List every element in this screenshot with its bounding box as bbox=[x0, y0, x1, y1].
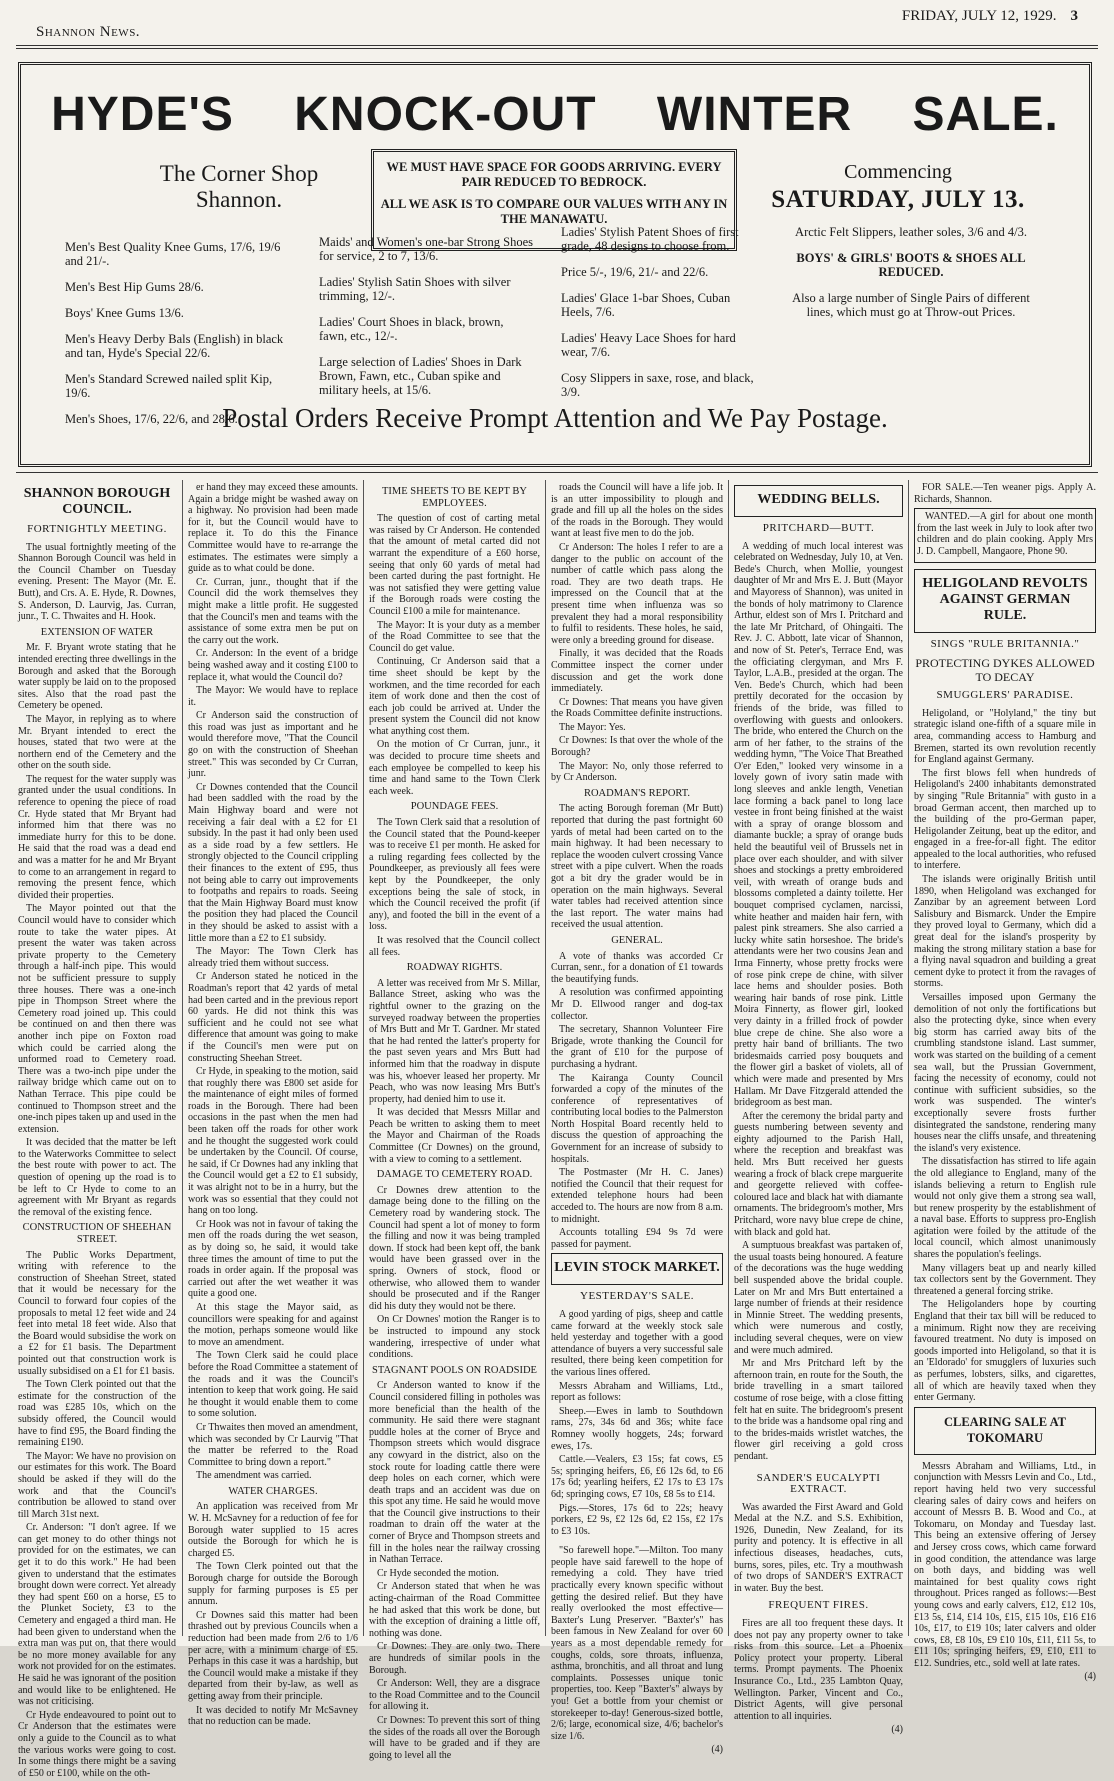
paragraph: The Mayor: Yes. bbox=[559, 721, 626, 733]
advertisement: Was awarded the First Award and Gold Medal at the N.Z. and S.S. Exhibition, 1926, Dunedin, New Zealand, for its purity and potency. It is effective in all infectious diseases, headaches, cuts, burns, sores, piles, etc. Try a mouthwash of two drops of SANDER'S EXTRACT in water. Buy the best. bbox=[734, 1501, 903, 1594]
paragraph: A resolution was confirmed appointing Mr D. Ellwood ranger and dog-tax collector. bbox=[551, 987, 723, 1022]
paragraph: On Cr Downes' motion the Ranger is to be instructed to impound any stock wandering, irrespective of under what conditions. bbox=[369, 1314, 540, 1361]
notice-line-1: WE MUST HAVE SPACE FOR GOODS ARRIVING. EVERY PAIR REDUCED TO BEDROCK. bbox=[386, 160, 722, 189]
paragraph: Cr Anderson stated he noticed in the Roadman's report that 42 yards of metal had been carted and in the previous report 60 yards. He did not think this was sufficient and he could not see what difference that amount was going to make if the Council's men were put on constructing Sheehan Street. bbox=[188, 971, 358, 1064]
ad-item: Men's Best Hip Gums 28/6. bbox=[65, 280, 204, 294]
paragraph: The usual fortnightly meeting of the Shannon Borough Council was held in the Council Chamber on Tuesday evening. Present: The Mayor (Mr. E. Butt), and Crs. A. E. Hyde, R. Downes, S. Anderson, D. Laurvig, Jas. Curran, junr., T. C. Thwaites and H. Hook. bbox=[18, 541, 176, 623]
start-date: SATURDAY, JULY 13. bbox=[771, 186, 1025, 213]
paragraph: The islands were originally British until 1890, when Heligoland was exchanged for Zanzibar by an agreement between Lord Salisbury and Bismarck. Under the Empire they proved loyal to Germany, which did a great deal for the island's prosperity by making the strong military station a base for a flying naval squadron and building a great cement dyke to protect it from the ravages of storms. bbox=[914, 874, 1096, 990]
section-heading: STAGNANT POOLS ON ROADSIDE bbox=[372, 1364, 537, 1376]
ad-item: Ladies' Court Shoes in black, brown, fawn, etc., 12/-. bbox=[319, 315, 504, 343]
paragraph: The Mayor: No, only those referred to by Cr Anderson. bbox=[551, 760, 723, 784]
article-heligoland bbox=[914, 482, 1096, 1683]
header-rule bbox=[16, 45, 1098, 46]
paragraph: The Postmaster (Mr H. C. Janes) notified the Council that their request for extended telephone hours had been acceded to. The hours are now from 8 a.m. to midnight. bbox=[551, 1167, 723, 1225]
paragraph: Accounts totalling £94 9s 7d were passed for payment. bbox=[551, 1227, 723, 1250]
classified-wanted bbox=[914, 508, 1096, 562]
section-rule bbox=[16, 472, 1098, 473]
paragraph: The Town Clerk said that a resolution of the Council stated that the Pound-keeper was to receive £1 per month. He asked for a ruling regarding fees collected by the Poundkeeper, as previously all fees were kept by the Poundkeeper, the only exceptions being the sale of stock, in which the Council received the profit (if any), and footed the bill in the event of a loss. bbox=[369, 817, 540, 933]
wedding-headline-box bbox=[734, 485, 903, 517]
paragraph: er hand they may exceed these amounts. Again a bridge might be washed away on a highway. No provision had been made for it, but the Council would have to replace it. To do this the Finance Committee would have to re-arrange the estimates. The estimates were simply a guide as to what could be done. bbox=[188, 482, 358, 575]
headline: SHANNON BOROUGH COUNCIL. bbox=[23, 486, 171, 517]
paragraph: The Mayor pointed out that the Council would have to consider which route to take the water pipes. At present the water was taken across private property to the Cemetery through a half-inch pipe. This would not be sufficient pressure to supply three houses. There was a one-inch pipe in Thompson Street where the Cemetery road joined up. This could be continued on and then there was another inch pipe on Foxton road which could be carried along the unformed road to Cemetery road. There was a two-inch pipe under the railway bridge which came out on to Nathan Terrace. This pipe could be continued to Thompson street and the one-inch pipes taken up and used in the extension. bbox=[18, 903, 177, 1135]
paragraph: The request for the water supply was granted under the usual conditions. In reference to opening the piece of road Cr. Hyde stated that Mr Bryant had informed him that there was no immediate hurry for this to be done. He said that the road was a dead end and was a matter for he and Mr Bryant to come to an arrangement in regard to removing the present fence, which divided their properties. bbox=[18, 773, 176, 901]
paragraph: Versailles imposed upon Germany the demolition of not only the fortifications but also the protecting dyke, since when every big storm has carried away bits of the crumbling standstone island. Last summer, work was started on the building of a cement sea wall, but the Prussian Government, facing the necessity of economy, could not continue with sufficient subsidies, so the work was suspended. The winter's exceptionally severe frosts further disintegrated the sandstone, rendering many houses near the cliffs unsafe, and threatening the island's very existence. bbox=[914, 992, 1096, 1154]
paragraph: The question of cost of carting metal was raised by Cr Anderson. He contended that the amount of metal carted did not warrant the expenditure of a £60 horse, seeing that only 60 yards of metal had been carted during the past fortnight. He was not satisfied they were getting value if the Borough roads were costing the Council £100 a mile for maintenance. bbox=[369, 513, 540, 617]
article-continued bbox=[188, 482, 358, 1730]
paragraph: The Mayor: We have no provision on our estimates for this work. The Board should be asked if they will do the work and that the Council's contribution be allowed to stand over till March 31st next. bbox=[18, 1450, 176, 1520]
paragraph: The Mayor: We would have to replace it. bbox=[188, 685, 358, 708]
paragraph: Cr Downes contended that the Council had been saddled with the road by the Main Highway board and were not receiving a fair deal with a £2 for £1 subsidy. In the past it had only been used as a side road by a few settlers. He strongly objected to the Council crippling their finances to the extent of £95, thus not being able to carry out improvements to footpaths and repairs to roads. Seeing that the Main Highway Board must know the position they had placed the Council in they should be asked to assist with a little more than a £2 to £1 subsidy. bbox=[188, 781, 358, 944]
column-divider bbox=[908, 480, 909, 1636]
paragraph: Cr Anderson: The holes I refer to are a danger to the public on account of the number of cattle which pass along the road. They are two death traps. He impressed on the Council that at the present time when influenza was so prevalent they had a moral responsibility to fulfil to residents. These holes, he said, were only a breeding ground for disease. bbox=[551, 541, 723, 646]
classified-for-sale: FOR SALE.—Ten weaner pigs. Apply A. Richards, Shannon. bbox=[914, 482, 1096, 505]
paragraph: On the motion of Cr Curran, junr., it was decided to procure time sheets and each employee be compelled to keep his time and hand same to the Town Clerk each week. bbox=[369, 739, 540, 797]
subheading: FORTNIGHTLY MEETING. bbox=[27, 523, 167, 535]
column-divider bbox=[728, 480, 729, 1636]
paragraph: Cr Downes: Is that over the whole of the Borough? bbox=[551, 735, 723, 759]
ad-item: Ladies' Glace 1-bar Shoes, Cuban Heels, 7/6. bbox=[561, 291, 731, 319]
ad-column-ladies bbox=[561, 225, 761, 411]
paragraph: roads the Council will have a life job. It is an utter impossibility to plough and grade and fill up all the holes on the sides of the roads in the Borough. They would want at least five men to do the job. bbox=[551, 482, 723, 540]
classified-wanted-text: WANTED.—A girl for about one month from the last week in July to look after two children and do plain cooking. Apply Mrs J. D. Campbell, Mangaore, Phone 90. bbox=[917, 511, 1093, 557]
ad-heading: SANDER'S EUCALYPTI EXTRACT. bbox=[756, 1471, 881, 1496]
stock-market-box bbox=[551, 1253, 723, 1285]
paragraph: Cr Downes: To prevent this sort of thing the sides of the roads all over the Borough will have to be graded and if they are going to level all the bbox=[369, 1714, 540, 1761]
shop-name bbox=[139, 161, 339, 213]
shop-town-line: Shannon. bbox=[195, 187, 283, 212]
paragraph: Cr. Anderson: In the event of a bridge being washed away and it costing £100 to replace it, what would the Council do? bbox=[188, 648, 358, 683]
issue-date bbox=[902, 8, 1078, 25]
advertisement: Fires are all too frequent these days. It does not pay any property owner to take risks from this source. Let a Phoenix Policy protect your property. Liberal terms. Prompt payments. The Phoenix Insurance Co., Ltd., 235 Lambton Quay, Wellington. Parker, Vincent and Co., District Agents, will give personal attention to all inquiries. bbox=[734, 1618, 903, 1722]
article-borough-council bbox=[18, 482, 176, 1781]
ad-item: Also a large number of Single Pairs of different lines, which must go at Throw-out Prices. bbox=[792, 291, 1030, 319]
article-wedding bbox=[734, 482, 903, 1736]
headline: LEVIN STOCK MARKET. bbox=[554, 1260, 720, 1276]
ad-item: Ladies' Stylish Patent Shoes of first grade, 48 designs to choose from. bbox=[561, 225, 739, 253]
headline: CLEARING SALE AT TOKOMARU bbox=[943, 1414, 1067, 1445]
paragraph: Continuing, Cr Anderson said that a time sheet should be kept by the workmen, and the time recorded for each item of work done and then the cost of each job could be arrived at. Under the present system the Council did not know what anything cost them. bbox=[369, 656, 540, 737]
section-heading: CONSTRUCTION OF SHEEHAN STREET. bbox=[22, 1222, 172, 1246]
shop-name-line: The Corner Shop bbox=[159, 161, 319, 186]
ad-item: Ladies' Heavy Lace Shoes for hard wear, 7/6. bbox=[561, 331, 736, 359]
paragraph: After the ceremony the bridal party and guests numbering between seventy and eighty adjourned to the Parish Hall, where the reception and breakfast was held. Mrs Butt received her guests wearing a frock of black crepe marguerite and georgette relieved with coffee-coloured lace and black hat with diamante ornaments. The bridegroom's mother, Mrs Pritchard, wore navy blue crepe de chine, with black and gold hat. bbox=[734, 1110, 903, 1238]
paragraph: Sheep.—Ewes in lamb to Southdown rams, 27s, 34s 6d and 36s; white face Romney woolly hoggets, 24s; forward ewes, 17s. bbox=[551, 1405, 723, 1452]
paragraph: The Mayor: It is your duty as a member of the Road Committee to see that the Council do get value. bbox=[369, 619, 540, 654]
paragraph: Cr Anderson stated that when he was acting-chairman of the Road Committee he had asked that this work be done, but with the exception of draining a little off, nothing was done. bbox=[369, 1581, 540, 1639]
paragraph: The Town Clerk pointed out that the Borough charge for outside the Borough supply for farming purposes is £5 per annum. bbox=[188, 1561, 358, 1608]
ad-footer: Postal Orders Receive Prompt Attention and We Pay Postage. bbox=[222, 403, 888, 433]
ad-item: Men's Best Quality Knee Gums, 17/6, 19/6 and 21/-. bbox=[65, 240, 281, 268]
ad-item: Cosy Slippers in saxe, rose, and black, 3/9. bbox=[561, 371, 754, 399]
footmark: (4) bbox=[711, 1744, 723, 1756]
paragraph: It was resolved that the Council collect all fees. bbox=[369, 934, 540, 958]
page-number: 3 bbox=[1070, 8, 1078, 24]
header-rule-2 bbox=[16, 48, 1098, 49]
paragraph: It was decided that the matter be left to the Waterworks Committee to select the best route with power to act. The question of opening up the road is to be left to Cr Hyde to come to an agreement with Mr Bryant as regards the removal of the existing fence. bbox=[18, 1137, 176, 1218]
paragraph: Cr Thwaites then moved an amendment, which was seconded by Cr Laurvig "That the matter be referred to the Road Committee to bring down a report." bbox=[188, 1421, 358, 1468]
paragraph: Cr Hyde, in speaking to the motion, said that roughly there was £800 set aside for the maintenance of eight miles of formed roads in the Borough. There had been occasions in the past when the men had been taken off the roads for other work and he thought the suggested work could be undertaken by the Council. Of course, he said, if Cr Downes had any inkling that the Council would get a £2 to £1 subsidy, it was alright not to be in a hurry, but the work was so essential that they could not hang on too long. bbox=[188, 1066, 358, 1217]
paragraph: Cr Downes said this matter had been thrashed out by previous Councils when a reduction had been made from 2/6 to 1/6 per acre, with a minimum charge of £5. Perhaps in this case it was a hardship, but the Council would make a mistake if they departed from their by-law, as well as getting away from their principle. bbox=[188, 1609, 358, 1702]
paragraph: It was decided to notify Mr McSavney that no reduction can be made. bbox=[188, 1704, 358, 1728]
paragraph: Heligoland, or "Holyland," the tiny but strategic island one-fifth of a square mile in area, commanding access to Hamburg and Bremen, started its own revolution recently for England against Germany. bbox=[914, 707, 1096, 766]
paragraph: A letter was received from Mr S. Millar, Ballance Street, asking who was the rightful owner to the grazing on the surveyed roadway between the properties of Mrs Butt and Mr T. Gardner. Mr stated that he had rented the latter's property for the past seven years and Mrs Butt had informed him that the roadway in dispute was his, whoever leased her property. Mr Peach, who was now leasing Mrs Butt's property, had denied him to use it. bbox=[369, 977, 540, 1105]
footmark: (4) bbox=[891, 1724, 903, 1736]
ad-item: Large selection of Ladies' Shoes in Dark Brown, Fawn, etc., Cuban spike and military heels, at 15/6. bbox=[319, 355, 522, 397]
paragraph: A good yarding of pigs, sheep and cattle came forward at the weekly stock sale held yesterday and together with a good attendance of buyers a very successful sale resulted, there being keen competition for the various lines offered. bbox=[551, 1309, 723, 1378]
paragraph: Messrs Abraham and Williams, Ltd., report as follows: bbox=[551, 1380, 723, 1404]
paragraph: A vote of thanks was accorded Cr Curran, senr., for a donation of £1 towards the beautifying funds. bbox=[551, 950, 723, 985]
subheading: YESTERDAY'S SALE. bbox=[580, 1290, 694, 1303]
paragraph: Finally, it was decided that the Roads Committee inspect the corner under discussion and get the work done immediately. bbox=[551, 648, 723, 695]
paragraph: The Town Clerk said he could place before the Road Committee a statement of the roads and it was the Council's intention to keep that work going. He said he thought it would enable them to come to some solution. bbox=[188, 1350, 358, 1420]
ad-item: Maids' and Women's one-bar Strong Shoes for service, 2 to 7, 13/6. bbox=[319, 235, 534, 263]
ad-item: Arctic Felt Slippers, leather soles, 3/6 and 4/3. bbox=[795, 225, 1027, 239]
paper-name: Shannon News. bbox=[36, 24, 141, 40]
clearing-sale-headline-box bbox=[914, 1407, 1096, 1455]
date-text: FRIDAY, JULY 12, 1929. bbox=[901, 8, 1057, 24]
article-continued-3 bbox=[551, 482, 723, 1756]
paragraph: The amendment was carried. bbox=[196, 1470, 312, 1482]
commencing-label: Commencing bbox=[844, 161, 952, 183]
paragraph: A sumptuous breakfast was partaken of, the usual toasts being honoured. A feature of the decorations was the huge wedding bell suspended above the bridal couple. Later on Mr and Mrs Butt entertained a large number of friends at their residence in Minnie Street. The wedding presents, which were numerous and costly, including several cheques, were on view and were much admired. bbox=[734, 1240, 903, 1356]
paragraph: It was decided that Messrs Millar and Peach be written to asking them to meet the Mayor and Chairman of the Roads Committee (Cr Downes) on the ground, with a view to coming to a settlement. bbox=[369, 1107, 540, 1165]
paragraph: Cr Hyde seconded the motion. bbox=[377, 1567, 499, 1579]
paragraph: Cr Downes: They are only two. There are hundreds of similar pools in the Borough. bbox=[369, 1641, 540, 1676]
headline: WEDDING BELLS. bbox=[757, 492, 880, 507]
subheading: SINGS "RULE BRITANNIA." bbox=[930, 637, 1080, 650]
ad-heading: FREQUENT FIRES. bbox=[768, 1599, 869, 1612]
notice-line-2: ALL WE ASK IS TO COMPARE OUR VALUES WITH ANY IN THE MANAWATU. bbox=[380, 197, 728, 226]
paragraph: Cr. Curran, junr., thought that if the Council did the work themselves they might make a little profit. He suggested that the Council's men and teams with the assistance of some extra men be put on the carry out the work. bbox=[188, 576, 358, 646]
ad-title: HYDE'S KNOCK-OUT WINTER SALE. bbox=[51, 88, 1059, 141]
paragraph: At this stage the Mayor said, as councillors were speaking for and against the motion, perhaps someone would like to move an amendment. bbox=[188, 1301, 358, 1348]
subheading: SMUGGLERS' PARADISE. bbox=[936, 689, 1074, 702]
paragraph: The Mayor: The Town Clerk has already tried them without success. bbox=[188, 946, 358, 969]
ad-item: Men's Heavy Derby Bals (English) in black and tan, Hyde's Special 22/6. bbox=[65, 332, 284, 360]
hyde-sale-advertisement bbox=[18, 62, 1092, 467]
section-heading: ROADWAY RIGHTS. bbox=[406, 962, 503, 974]
paragraph: The Kairanga County Council forwarded a copy of the minutes of the conference of representatives of contributing local bodies to the Palmerston North Hospital Board recently held to discuss the question of approaching the Government for an increase of subsidy to hospitals. bbox=[551, 1072, 723, 1165]
section-heading: WATER CHARGES. bbox=[228, 1485, 318, 1497]
section-heading: POUNDAGE FEES. bbox=[410, 801, 499, 813]
ad-item: Boys' Knee Gums 13/6. bbox=[65, 306, 184, 320]
section-heading: ROADMAN'S REPORT. bbox=[583, 787, 691, 799]
paragraph: Cr Downes drew attention to the damage being done to the filling on the Cemetery road by wandering stock. The Council had spent a lot of money to form the filling and now it was being trampled down. If stock had been kept off, the bank would have been grassed over in the spring. Owners of stock, flood or otherwise, who allowed them to wander should be prosecuted and if the Ranger did his duty they would not be there. bbox=[369, 1184, 540, 1312]
footmark: (4) bbox=[1084, 1671, 1096, 1683]
paragraph: Pigs.—Stores, 17s 6d to 22s; heavy porkers, £2 9s, £2 12s 6d, £2 15s, £2 17s to £3 10s. bbox=[551, 1502, 723, 1537]
paragraph: The acting Borough foreman (Mr Butt) reported that during the past fortnight 60 yards of metal had been carted on to the main highway. It had been necessary to replace the wooden culvert crossing Vance street with a pipe culvert. When the roads got a bit dry the grader would be in operation on the main highways. Several water tables had received attention since the last report. The water mains had received the usual attention. bbox=[551, 803, 723, 931]
paragraph: Mr and Mrs Pritchard left by the afternoon train, en route for the South, the bride travelling in a smart tailored costume of rose beige, with a close fitting felt hat en suite. The bridegroom's present to the bride was a handsome opal ring and to the brides-maids wristlet watches, the flower girl receiving a gold cross pendant. bbox=[734, 1358, 903, 1462]
subheading: PRITCHARD—BUTT. bbox=[762, 522, 875, 534]
section-heading: EXTENSION OF WATER bbox=[40, 626, 154, 638]
paragraph: The Town Clerk pointed out that the estimate for the construction of the road was £285 10s, which on the subsidy offered, the Council would have to find £95, the Board finding the remaining £190. bbox=[18, 1379, 176, 1449]
paragraph: An application was received from Mr W. H. McSavney for a reduction of fee for Borough water supplied to 15 acres outside the Borough for which he is charged £5. bbox=[188, 1501, 358, 1559]
article-continued-2 bbox=[369, 482, 540, 1763]
paragraph: The dissatisfaction has stirred to life again the old allegiance to England, many of the islands believing a return to English rule would not only give them a strong sea wall, but renew prosperity by the establishment of a naval base. Efforts to suppress pro-English agitation were foiled by the attitude of the local council, which almost unanimously shares the population's feelings. bbox=[914, 1156, 1096, 1261]
paragraph: Cr Anderson said the construction of this road was just as important and he would therefore move, "That the Council go on with the construction of Sheehan street." This was seconded by Cr Curran, junr. bbox=[188, 710, 358, 780]
section-heading: DAMAGE TO CEMETERY ROAD. bbox=[376, 1169, 533, 1181]
sale-start bbox=[763, 161, 1033, 214]
paragraph: Messrs Abraham and Williams, Ltd., in conjunction with Messrs Levin and Co., Ltd., report having held two very successful clearing sales of dairy cows and heifers on account of Messrs B. B. Wood and Co., at Tokomaru, on Monday and Tuesday last. This being an extensive offering of Jersey and Jersey cross cows, which came forward in good condition, the attendance was large on both days, and bidding was well maintained for best quality cows right throughout. Prices ranged as follows:—Best young cows and early calvers, £12, £12 10s, £13 5s, £14, £14 10s, £15, £15 10s, £16 £16 10s, £17, to £19 10s; later calvers and older cows, £8, £8 10s, £9 £10 10s, £11, £11 5s, to £11 10s; springing heifers, £9, £10, £11 to £12. Sundries, etc., sold well at late rates. bbox=[914, 1460, 1096, 1669]
paragraph: Cattle.—Vealers, £3 15s; fat cows, £5 5s; springing heifers, £6, £6 12s 6d, to £6 17s 6d; yearling heifers, £2 17s to £3 17s 6d; springing cows, £7 10s, £8 5s to £14. bbox=[551, 1454, 723, 1500]
paragraph: Cr Anderson: Well, they are a disgrace to the Road Committee and to the Council for allowing it. bbox=[369, 1678, 540, 1713]
advertisement: "So farewell hope."—Milton. Too many people have said farewell to the hope of remedying a cold. They have tried practically every known specific without getting the desired relief. But they have really overlooked the most effective—Baxter's Lung Preserver. "Baxter's" has been famous in New Zealand for over 60 years as a most dependable remedy for coughs, colds, sore throats, influenza, asthma, bronchitis, and all throat and lung complaints. Possesses unique tonic properties, too. Keep "Baxter's" always by you! Get a bottle from your chemist or storekeeper to-day! Generous-sized bottle, 2/6; large, economical size, 4/6; bachelor's size 1/6. bbox=[551, 1545, 723, 1742]
section-heading: GENERAL. bbox=[611, 934, 663, 946]
ad-item: Price 5/-, 19/6, 21/- and 22/6. bbox=[561, 265, 709, 279]
section-heading: TIME SHEETS TO BE KEPT BY EMPLOYEES. bbox=[382, 486, 527, 509]
column-divider bbox=[182, 480, 183, 1636]
paragraph: The Mayor, in replying as to where Mr. Bryant intended to erect the houses, stated that two were at the northern end of the Cemetery and the other on the south side. bbox=[18, 713, 176, 772]
paragraph: The first blows fell when hundreds of Heligoland's 2400 inhabitants demonstrated by singing "Rule Britannia" with gusto in a broad German accent, then marched up to the building of the pro-German paper, Heligolander Zeitung, beat up the editor, and engaged in a free-for-all fight. The editor appealed to the local authorities, who refused to interfere. bbox=[914, 767, 1096, 872]
paragraph: A wedding of much local interest was celebrated on Wednesday, July 10, at Ven. Bede's Church, when Mollie, youngest daughter of Mr and Mrs E. J. Butt (Mayor and Mayoress of Shannon), was united in the bonds of holy matrimony to Clarence Arthur, eldest son of Mrs I. Pritchard and the late Mr Pritchard, of Ohingaiti. The Rev. J. C. Abbott, late vicar of Shannon, and now of St. Peter's, Terrace End, was the officiating clergyman, and Mrs F. Taylor, L.A.B., presided at the organ. The Ven. Bede's Church, which had been prettily decorated for the occasion by friends of the bride, was filled to overflowing with guests and onlookers. The bride, who entered the Church on the arm of her father, to the strains of the wedding hymn, "The Voice That Breathed O'er Eden," looked very winsome in a lovely gown of ivory satin made with long sleeves and ankle length, Venetian lace forming a back panel to long lace vestee in front being finished at the waist with a spray of orange blossom and diamante buckle; a spray of orange buds held the beautiful veil of Brussels net in place over each shoulder, and with silver shoes and stockings a pretty embroidered veil, with wreath of orange buds and blossoms completed a dainty toilette. Her bouquet comprised cyclamen, narcissi, white heather and maiden hair fern, with palest pink streamers. She also carried a lucky white satin horseshoe. The bride's attendants were her two cousins Jean and Irma Finnerty, whose pretty frocks were of rose pink crepe de chine, with silver lace hems and shoulder posies. Both wearing hair bands of rose pink. Little Moira Finnerty, as flower girl, looked very dainty in a frilled frock of powder blue crepe de chine. She also wore a pretty hair band of brilliants. The two bridesmaids carried posy bouquets and the flower girl a basket of violets, all of which were made and presented by Mrs Hallam. Mr Dave Fitzgerald attended the bridegroom as best man. bbox=[734, 540, 903, 1109]
paragraph: Many villagers beat up and nearly killed tax collectors sent by the Government. They threatened a general forcing strike. bbox=[914, 1262, 1096, 1297]
paragraph: Cr Hyde endeavoured to point out to Cr Anderson that the estimates were only a guide to the Council as to what the various works were going to cost. In some things there might be a saving of £50 or £100, while on the oth- bbox=[18, 1709, 176, 1779]
paragraph: Cr Downes: That means you have given the Roads Committee definite instructions. bbox=[551, 696, 723, 720]
ad-column-womens bbox=[319, 235, 534, 409]
paragraph: Cr Anderson wanted to know if the Council considered filling in potholes was more beneficial than the health of the community. He said there were stagnant puddle holes at the corner of Bryce and Thompson streets which would disgrace any cowyard in the district, also on the stock route for loading cattle there were deep holes on each corner, which were death traps and an accident was due on this spot any time. He said he would move that the Council give instructions to their roadman to drain off the water at the corner of Bryce and Thompson streets and fill in the holes near the railway crossing in Nathan Terrace. bbox=[369, 1380, 540, 1566]
column-divider bbox=[545, 480, 546, 1636]
ad-item: Men's Shoes, 17/6, 22/6, and 28/6. bbox=[65, 412, 238, 426]
subheading-large: PROTECTING DYKES ALLOWED TO DECAY bbox=[915, 656, 1095, 685]
ad-item: Men's Standard Screwed nailed split Kip, 19/6. bbox=[65, 372, 273, 400]
paragraph: The Heligolanders hope by courting England that their tax bill will be reduced to a minimum. Right now they are receiving favoured treatment. No duty is imposed on goods imported into Heligoland, so that it is an 'Eldorado' for smugglers of luxuries such as perfumes, lobsters, silks, and cigarettes, all of which are heavily taxed when they enter Germany. bbox=[914, 1299, 1096, 1404]
paragraph: Cr Hook was not in favour of taking the men off the roads during the wet season, as by doing so, he said, it would take three times the amount of time to put the roads in order again. If the proposal was carried out after the wet weather it was quite a good one. bbox=[188, 1218, 358, 1300]
paragraph: The Public Works Department, writing with reference to the construction of Sheehan Street, stated that it would be necessary for the Council to forward four copies of the proposals to metal 12 feet wide and 24 feet into metal 18 feet wide. Also that the Board would subsidise the work on a £2 for £1 basis. The Department pointed out that construction work is usually subsidised on a £1 for £1 basis. bbox=[18, 1249, 176, 1377]
paragraph: The secretary, Shannon Volunteer Fire Brigade, wrote thanking the Council for the grant of £10 for the purpose of purchasing a hydrant. bbox=[551, 1024, 723, 1070]
paragraph: Mr. F. Bryant wrote stating that he intended erecting three dwellings in the Borough and asked that the Borough water supply be laid on to the proposed sites. Also that the road past the Cemetery be opened. bbox=[18, 642, 177, 712]
column-divider bbox=[363, 480, 364, 1636]
paragraph: Cr. Anderson: "I don't agree. If we can get money to do other things not provided for on the estimates, we can get it to do this work." He had been given to understand that the estimates brought down were correct. Yet already they had spent £60 on a horse, £5 to the Plunket Society, £3 to the Cemetery and engaged a third man. He had been given to understand when the extra man was put on, that there would be no more money available for any work not provided for on the estimates. He said he was ignorant of the position and would like to be enlightened. He was not criticising. bbox=[18, 1522, 177, 1708]
ad-column-other bbox=[791, 225, 1031, 331]
ad-item: BOYS' & GIRLS' BOOTS & SHOES ALL REDUCED. bbox=[796, 251, 1026, 279]
heligoland-headline-box bbox=[914, 569, 1096, 633]
ad-item: Ladies' Stylish Satin Shoes with silver trimming, 12/-. bbox=[319, 275, 511, 303]
headline: HELIGOLAND REVOLTS AGAINST GERMAN RULE. bbox=[922, 575, 1088, 623]
